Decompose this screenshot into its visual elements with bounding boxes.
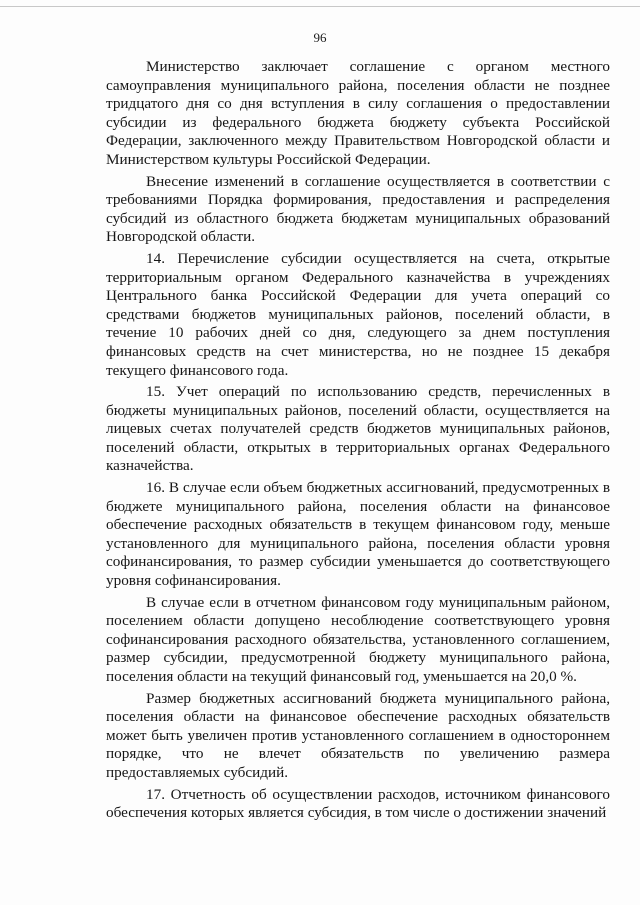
paragraph-item-14: 14. Перечисление субсидии осуществляется на счета, открытые территориальным органом Федерального казначейства в учреждениях Центрального банка Российской Федерации для учета операций со средствами бюджетов муниципальных районов, поселений области, в течение 10 рабочих дней со дня, следующего за днем поступления финансовых средств на счет министерства, но не позднее 15 декабря текущего финансового года. [106, 249, 610, 379]
paragraph-agreement: Министерство заключает соглашение с органом местного самоуправления муниципального района, поселения области не позднее тридцатого дня со дня вступления в силу соглашения о предоставлении субсидии из федерального бюджета бюджету субъекта Российской Федерации, заключенного между Правительством Новгородской области и Министерством культуры Российской Федерации. [106, 58, 610, 168]
page-number: 96 [313, 30, 327, 45]
paragraph-cofinancing-violation: В случае если в отчетном финансовом году муниципальным районом, поселением области допущено несоблюдение соответствующего уровня софинансирования расходного обязательства, установленного соглашением, размер субсидии, предусмотренной бюджету муниципального района, поселения области на текущий финансовый год, уменьшается на 20,0 %. [106, 593, 610, 685]
paragraph-item-15: 15. Учет операций по использованию средств, перечисленных в бюджеты муниципальных районов, поселений области, осуществляется на лицевых счетах получателей средств бюджетов муниципальных районов, поселений области, открытых в территориальных органах Федерального казначейства. [106, 383, 610, 475]
document-body [106, 58, 610, 826]
paragraph-item-16: 16. В случае если объем бюджетных ассигнований, предусмотренных в бюджете муниципального района, поселения области на финансовое обеспечение расходных обязательств в текущем финансовом году, меньше установленного для муниципального района, поселения области уровня софинансирования, то размер субсидии уменьшается до соответствующего уровня софинансирования. [106, 479, 610, 590]
paragraph-budget-increase: Размер бюджетных ассигнований бюджета муниципального района, поселения области на финансовое обеспечение расходных обязательств может быть увеличен против установленного соглашением в одностороннем порядке, что не влечет обязательств по увеличению размера предоставляемых субсидий. [106, 689, 610, 781]
paragraph-item-17: 17. Отчетность об осуществлении расходов, источником финансового обеспечения которых является субсидия, в том числе о достижении значений [106, 785, 610, 822]
paragraph-agreement-changes: Внесение изменений в соглашение осуществляется в соответствии с требованиями Порядка формирования, предоставления и распределения субсидий из областного бюджета бюджетам муниципальных образований Новгородской области. [106, 172, 610, 246]
scan-edge-line [0, 6, 640, 7]
